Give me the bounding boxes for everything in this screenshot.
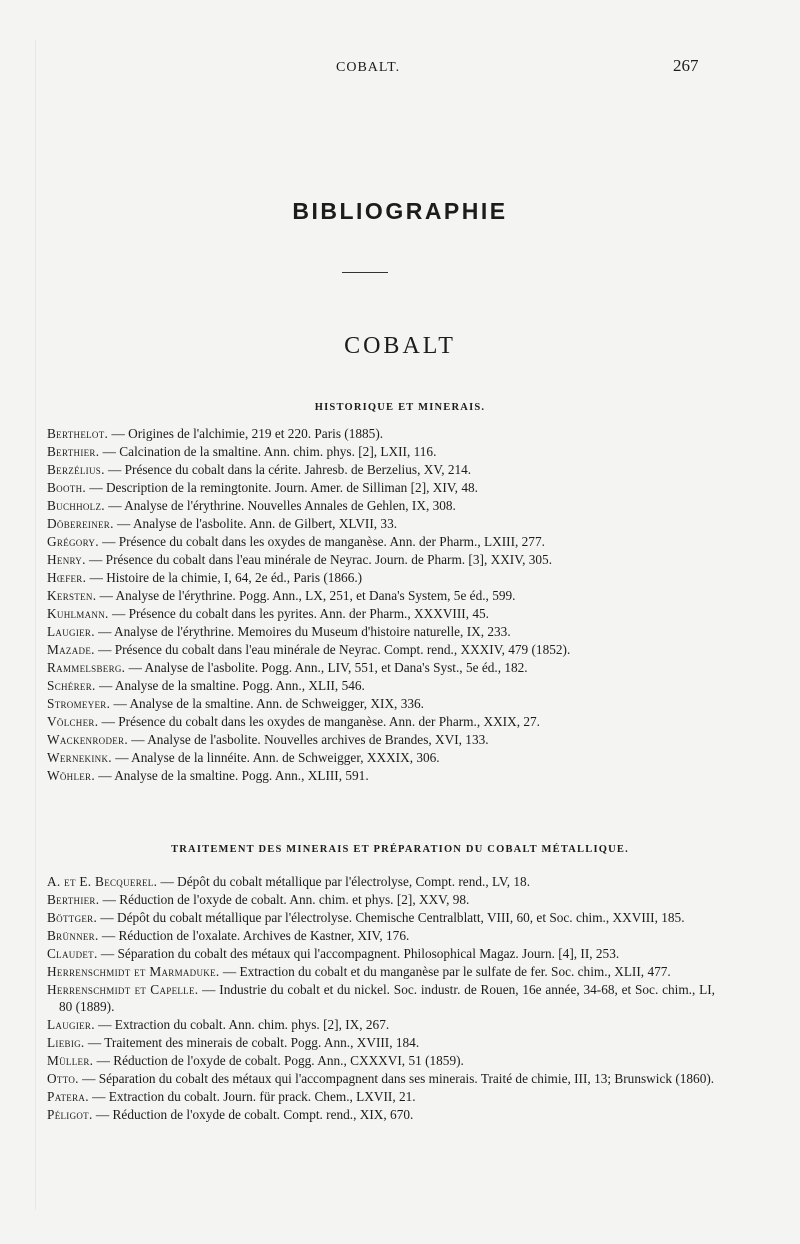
bibliography-entry xyxy=(47,1034,715,1051)
entry-reference: — Présence du cobalt dans les pyrites. Ann. der Pharm., XXXVIII, 45. xyxy=(108,606,489,621)
entry-author: Patera. xyxy=(47,1089,89,1104)
bibliography-entry xyxy=(47,425,715,442)
entry-author: Döbereiner. xyxy=(47,516,114,531)
entry-reference: — Calcination de la smaltine. Ann. chim. phys. [2], LXII, 116. xyxy=(99,444,437,459)
entry-author: Böttger. xyxy=(47,910,98,925)
entry-author: Booth. xyxy=(47,480,86,495)
entry-author: Kersten. xyxy=(47,588,97,603)
entry-author: Laugier. xyxy=(47,1017,95,1032)
bibliography-entry xyxy=(47,515,715,532)
entry-reference: — Dépôt du cobalt métallique par l'électrolyse, Compt. rend., LV, 18. xyxy=(157,874,531,889)
entry-reference: — Industrie du cobalt et du nickel. Soc. industr. de Rouen, 16e année, 34-68, et Soc. chim., LI, 80 (1889). xyxy=(59,982,715,1014)
bibliography-entry xyxy=(47,749,715,766)
bibliography-entry xyxy=(47,767,715,784)
bibliography-entry xyxy=(47,713,715,730)
entry-reference: — Extraction du cobalt. Ann. chim. phys. [2], IX, 267. xyxy=(94,1017,390,1032)
main-title: BIBLIOGRAPHIE xyxy=(292,198,508,224)
entries-traitement xyxy=(47,873,715,1124)
entry-reference: — Analyse de l'érythrine. Pogg. Ann., LX, 251, et Dana's System, 5e éd., 599. xyxy=(96,588,516,603)
bibliography-entry xyxy=(47,461,715,478)
entry-reference: — Extraction du cobalt. Journ. für prack. Chem., LXVII, 21. xyxy=(88,1089,416,1104)
bibliography-entry xyxy=(47,927,715,944)
bibliography-entry xyxy=(47,873,715,890)
bibliography-entry xyxy=(47,605,715,622)
running-head xyxy=(0,56,800,82)
entry-reference: — Réduction de l'oxyde de cobalt. Compt. rend., XIX, 670. xyxy=(92,1107,414,1122)
entry-author: Völcher. xyxy=(47,714,99,729)
entry-reference: — Analyse de l'asbolite. Ann. de Gilbert, XLVII, 33. xyxy=(113,516,398,531)
bibliography-entry xyxy=(47,659,715,676)
subsection-heading-traitement: TRAITEMENT DES MINERAIS ET PRÉPARATION DU COBALT MÉTALLIQUE. xyxy=(171,844,629,855)
title-rule xyxy=(342,272,388,273)
entry-author: Stromeyer. xyxy=(47,696,111,711)
entries-historique xyxy=(47,425,715,785)
entry-reference: — Séparation du cobalt des métaux qui l'accompagnent dans ses minerais. Traité de chimie, III, 13; Brunswick (1860). xyxy=(78,1071,715,1086)
entry-reference: — Origines de l'alchimie, 219 et 220. Paris (1885). xyxy=(108,426,384,441)
entry-reference: — Analyse de la linnéite. Ann. de Schweigger, XXXIX, 306. xyxy=(111,750,440,765)
bibliography-entry xyxy=(47,1016,715,1033)
entry-reference: — Réduction de l'oxyde de cobalt. Ann. chim. et phys. [2], XXV, 98. xyxy=(99,892,470,907)
entry-author: Liebig. xyxy=(47,1035,85,1050)
subsection-heading-historique: HISTORIQUE ET MINERAIS. xyxy=(314,402,486,413)
bibliography-entry xyxy=(47,1088,715,1105)
entry-reference: — Dépôt du cobalt métallique par l'électrolyse. Chemische Centralblatt, VIII, 60, et Soc. chim., XXVIII, 185. xyxy=(97,910,685,925)
bibliography-entry xyxy=(47,641,715,658)
bibliography-entry xyxy=(47,981,715,1015)
entry-author: Otto. xyxy=(47,1071,79,1086)
section-title: COBALT xyxy=(344,333,456,359)
entry-reference: — Réduction de l'oxyde de cobalt. Pogg. Ann., CXXXVI, 51 (1859). xyxy=(93,1053,464,1068)
entry-author: Henry. xyxy=(47,552,86,567)
entry-author: Müller. xyxy=(47,1053,94,1068)
entry-reference: — Analyse de l'érythrine. Memoires du Museum d'histoire naturelle, IX, 233. xyxy=(94,624,511,639)
entry-reference: — Analyse de l'asbolite. Nouvelles archives de Brandes, XVI, 133. xyxy=(127,732,489,747)
entry-author: Buchholz. xyxy=(47,498,105,513)
bibliography-entry xyxy=(47,551,715,568)
bibliography-entry xyxy=(47,569,715,586)
page-number: 267 xyxy=(673,56,699,75)
entry-author: Schérer. xyxy=(47,678,96,693)
entry-author: Hœfer. xyxy=(47,570,87,585)
bibliography-entry xyxy=(47,695,715,712)
entry-author: Wackenroder. xyxy=(47,732,128,747)
entry-reference: — Description de la remingtonite. Journ. Amer. de Silliman [2], XIV, 48. xyxy=(86,480,478,495)
entry-author: Herrenschmidt et Marmaduke. xyxy=(47,964,220,979)
entry-reference: — Présence du cobalt dans les oxydes de manganèse. Ann. der Pharm., LXIII, 277. xyxy=(98,534,545,549)
entry-author: Berthelot. xyxy=(47,426,109,441)
entry-reference: — Réduction de l'oxalate. Archives de Kastner, XIV, 176. xyxy=(98,928,410,943)
entry-reference: — Présence du cobalt dans les oxydes de manganèse. Ann. der Pharm., XXIX, 27. xyxy=(98,714,540,729)
bibliography-entry xyxy=(47,963,715,980)
entry-reference: — Séparation du cobalt des métaux qui l'accompagnent. Philosophical Magaz. Journ. [4], II, 253. xyxy=(97,946,620,961)
bibliography-entry xyxy=(47,443,715,460)
entry-reference: — Analyse de l'érythrine. Nouvelles Annales de Gehlen, IX, 308. xyxy=(104,498,456,513)
entry-reference: — Présence du cobalt dans l'eau minérale de Neyrac. Compt. rend., XXXIV, 479 (1852). xyxy=(94,642,571,657)
entry-author: Mazade. xyxy=(47,642,95,657)
bibliography-entry xyxy=(47,623,715,640)
entry-author: Brünner. xyxy=(47,928,99,943)
bibliography-entry xyxy=(47,1106,715,1123)
entry-author: Wernekink. xyxy=(47,750,112,765)
bibliography-entry xyxy=(47,909,715,926)
entry-author: A. et E. Becquerel. xyxy=(47,874,158,889)
bibliography-entry xyxy=(47,533,715,550)
entry-author: Claudet. xyxy=(47,946,98,961)
entry-author: Berthier. xyxy=(47,892,100,907)
entry-reference: — Présence du cobalt dans la cérite. Jahresb. de Berzelius, XV, 214. xyxy=(104,462,472,477)
entry-author: Péligot. xyxy=(47,1107,93,1122)
entry-author: Grégory. xyxy=(47,534,99,549)
entry-reference: — Analyse de la smaltine. Pogg. Ann., XLII, 546. xyxy=(95,678,365,693)
bibliography-entry xyxy=(47,731,715,748)
bibliography-entry xyxy=(47,677,715,694)
entry-author: Berthier. xyxy=(47,444,100,459)
bibliography-entry xyxy=(47,497,715,514)
entry-author: Kuhlmann. xyxy=(47,606,109,621)
entry-reference: — Histoire de la chimie, I, 64, 2e éd., Paris (1866.) xyxy=(86,570,363,585)
entry-author: Laugier. xyxy=(47,624,95,639)
entry-reference: — Analyse de la smaltine. Ann. de Schweigger, XIX, 336. xyxy=(110,696,424,711)
entry-reference: — Analyse de la smaltine. Pogg. Ann., XLIII, 591. xyxy=(94,768,369,783)
running-title: COBALT. xyxy=(336,60,401,75)
entry-reference: — Présence du cobalt dans l'eau minérale de Neyrac. Journ. de Pharm. [3], XXIV, 305. xyxy=(85,552,553,567)
bibliography-entry xyxy=(47,587,715,604)
bibliography-entry xyxy=(47,1070,715,1087)
entry-reference: — Extraction du cobalt et du manganèse par le sulfate de fer. Soc. chim., XLII, 477. xyxy=(219,964,671,979)
bibliography-entry xyxy=(47,945,715,962)
entry-author: Wöhler. xyxy=(47,768,95,783)
entry-reference: — Analyse de l'asbolite. Pogg. Ann., LIV, 551, et Dana's Syst., 5e éd., 182. xyxy=(125,660,528,675)
bibliography-entry xyxy=(47,891,715,908)
entry-author: Herrenschmidt et Capelle. xyxy=(47,982,199,997)
bibliography-entry xyxy=(47,1052,715,1069)
entry-author: Rammelsberg. xyxy=(47,660,126,675)
entry-author: Berzélius. xyxy=(47,462,105,477)
entry-reference: — Traitement des minerais de cobalt. Pogg. Ann., XVIII, 184. xyxy=(84,1035,420,1050)
bibliography-entry xyxy=(47,479,715,496)
